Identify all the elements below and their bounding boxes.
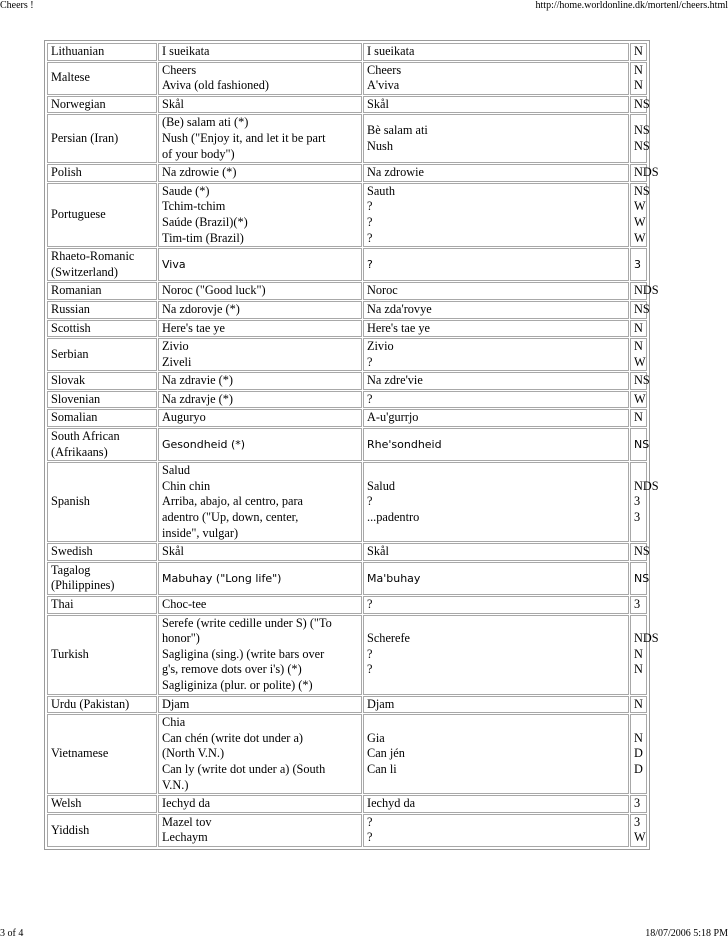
cell-line: (Switzerland) bbox=[51, 264, 118, 279]
code-cell bbox=[630, 320, 647, 338]
page-number: 3 of 4 bbox=[0, 928, 24, 939]
cell-line: Nush ("Enjoy it, and let it be part bbox=[162, 130, 326, 145]
toast-cell bbox=[158, 62, 362, 95]
cell-line: Tim-tim (Brazil) bbox=[162, 230, 244, 245]
table-row bbox=[47, 543, 647, 561]
cell-line: Skål bbox=[162, 544, 184, 559]
cell-line: Skål bbox=[367, 96, 389, 111]
pronunciation-cell bbox=[363, 338, 629, 371]
cell-line: Rhe'sondheid bbox=[367, 437, 442, 451]
cell-line: Ma'buhay bbox=[367, 571, 421, 585]
language-cell bbox=[47, 409, 157, 427]
cell-line: Mabuhay ("Long life") bbox=[162, 571, 282, 585]
cell-line: Iechyd da bbox=[367, 796, 416, 811]
cell-line: Viva bbox=[162, 257, 186, 271]
cell-line: Here's tae ye bbox=[367, 320, 430, 335]
cell-line: NS bbox=[634, 373, 650, 388]
table-row bbox=[47, 248, 647, 281]
toast-cell bbox=[158, 96, 362, 114]
pronunciation-cell bbox=[363, 282, 629, 300]
cell-line: honor") bbox=[162, 631, 200, 646]
cell-line: adentro ("Up, down, center, bbox=[162, 510, 299, 525]
cell-line: Na zdre'vie bbox=[367, 373, 423, 388]
toast-cell bbox=[158, 164, 362, 182]
cell-line: Na zdravje (*) bbox=[162, 391, 234, 406]
cell-line: Saúde (Brazil)(*) bbox=[162, 214, 248, 229]
code-cell bbox=[630, 338, 647, 371]
cell-line: 3 bbox=[634, 257, 641, 271]
cell-line: South African bbox=[51, 429, 120, 444]
toast-cell bbox=[158, 696, 362, 714]
cell-line: I sueikata bbox=[367, 44, 415, 58]
cell-line: NS bbox=[634, 96, 650, 111]
code-cell bbox=[630, 562, 650, 595]
pronunciation-cell bbox=[363, 248, 629, 281]
toasts-table-body bbox=[47, 43, 659, 847]
table-row bbox=[47, 696, 647, 714]
cell-line: Skål bbox=[162, 96, 184, 111]
code-cell bbox=[630, 96, 650, 114]
language-cell bbox=[47, 164, 157, 182]
code-cell bbox=[630, 615, 659, 695]
toast-cell bbox=[158, 814, 362, 847]
cell-line: (Be) salam ati (*) bbox=[162, 115, 249, 130]
cell-line: N bbox=[634, 662, 643, 677]
cell-line: Slovak bbox=[51, 373, 86, 388]
toast-cell bbox=[158, 372, 362, 390]
language-cell bbox=[47, 562, 157, 595]
language-cell bbox=[47, 391, 157, 409]
table-row bbox=[47, 409, 647, 427]
cell-line: Tchim-tchim bbox=[162, 199, 226, 214]
cell-line: 3 bbox=[634, 814, 641, 829]
toast-cell bbox=[158, 282, 362, 300]
cell-line: Norwegian bbox=[51, 96, 106, 111]
cell-line: NDS bbox=[634, 283, 659, 298]
language-cell bbox=[47, 183, 157, 247]
toast-cell bbox=[158, 615, 362, 695]
cell-line: NS bbox=[634, 123, 650, 138]
language-cell bbox=[47, 301, 157, 319]
table-row bbox=[47, 714, 647, 794]
pronunciation-cell bbox=[363, 795, 629, 813]
cell-line: (Afrikaans) bbox=[51, 444, 108, 459]
cell-line: W bbox=[634, 830, 646, 845]
pronunciation-cell bbox=[363, 543, 629, 561]
code-cell bbox=[630, 164, 659, 182]
cell-line: Bè salam ati bbox=[367, 123, 428, 138]
table-row bbox=[47, 428, 647, 461]
cell-line: ? bbox=[367, 230, 373, 245]
cell-line: Na zdrowie (*) bbox=[162, 165, 237, 180]
cell-line: Sauth bbox=[367, 183, 396, 198]
toast-cell bbox=[158, 462, 362, 542]
cell-line: Slovenian bbox=[51, 391, 101, 406]
code-cell bbox=[630, 282, 659, 300]
cell-line: Saude (*) bbox=[162, 183, 210, 198]
cell-line: ? bbox=[367, 391, 373, 406]
page-title: Cheers ! bbox=[0, 0, 34, 11]
cell-line: 3 bbox=[634, 510, 641, 525]
pronunciation-cell bbox=[363, 615, 629, 695]
table-row bbox=[47, 338, 647, 371]
language-cell bbox=[47, 714, 157, 794]
cell-line: 3 bbox=[634, 494, 641, 509]
cell-line: N bbox=[634, 62, 643, 77]
cell-line: Turkish bbox=[51, 646, 89, 661]
cell-line: Ziveli bbox=[162, 354, 192, 369]
cell-line: Scottish bbox=[51, 320, 91, 335]
cell-line: W bbox=[634, 199, 646, 214]
cell-line: V.N.) bbox=[162, 777, 189, 792]
cell-line: Noroc bbox=[367, 283, 398, 298]
page-footer bbox=[0, 928, 728, 942]
pronunciation-cell bbox=[363, 409, 629, 427]
language-cell bbox=[47, 43, 157, 61]
cell-line: ? bbox=[367, 199, 373, 214]
cell-line: Scherefe bbox=[367, 631, 411, 646]
pronunciation-cell bbox=[363, 596, 629, 614]
cell-line: Chin chin bbox=[162, 478, 211, 493]
pronunciation-cell bbox=[363, 696, 629, 714]
cell-line: Cheers bbox=[367, 62, 402, 77]
cell-line: Can li bbox=[367, 761, 397, 776]
cell-line: Welsh bbox=[51, 796, 82, 811]
cell-line: Can ly (write dot under a) (South bbox=[162, 761, 326, 776]
cell-line: I sueikata bbox=[162, 44, 210, 58]
code-cell bbox=[630, 301, 650, 319]
cell-line: Iechyd da bbox=[162, 796, 211, 811]
cell-line: Lithuanian bbox=[51, 44, 105, 58]
pronunciation-cell bbox=[363, 562, 629, 595]
print-datetime: 18/07/2006 5:18 PM bbox=[645, 928, 728, 939]
toasts-table bbox=[46, 42, 659, 848]
page-header bbox=[0, 0, 728, 14]
code-cell bbox=[630, 248, 647, 281]
pronunciation-cell bbox=[363, 320, 629, 338]
language-cell bbox=[47, 338, 157, 371]
toast-cell bbox=[158, 562, 362, 595]
table-row bbox=[47, 282, 647, 300]
cell-line: N bbox=[634, 44, 643, 58]
cell-line: W bbox=[634, 354, 646, 369]
code-cell bbox=[630, 462, 659, 542]
cell-line: N bbox=[634, 730, 643, 745]
cell-line: Sagliginiza (plur. or polite) (*) bbox=[162, 677, 313, 692]
cell-line: Tagalog bbox=[51, 562, 91, 577]
toast-cell bbox=[158, 183, 362, 247]
toast-cell bbox=[158, 428, 362, 461]
cell-line: Nush bbox=[367, 138, 393, 153]
language-cell bbox=[47, 372, 157, 390]
table-row bbox=[47, 183, 647, 247]
cell-line: Zivio bbox=[367, 339, 394, 354]
toast-cell bbox=[158, 320, 362, 338]
toasts-table-container bbox=[44, 40, 659, 850]
table-row bbox=[47, 96, 647, 114]
code-cell bbox=[630, 543, 650, 561]
cell-line: NS bbox=[634, 437, 650, 451]
cell-line: N bbox=[634, 410, 643, 425]
language-cell bbox=[47, 96, 157, 114]
toast-cell bbox=[158, 43, 362, 61]
toast-cell bbox=[158, 301, 362, 319]
toast-cell bbox=[158, 409, 362, 427]
cell-line: Djam bbox=[162, 696, 190, 711]
cell-line: Thai bbox=[51, 597, 74, 611]
cell-line: Na zdravie (*) bbox=[162, 373, 234, 388]
cell-line: of your body") bbox=[162, 146, 235, 161]
cell-line: Polish bbox=[51, 165, 82, 180]
cell-line: ? bbox=[367, 214, 373, 229]
cell-line: NDS bbox=[634, 165, 659, 180]
pronunciation-cell bbox=[363, 114, 629, 163]
cell-line: NDS bbox=[634, 631, 659, 646]
pronunciation-cell bbox=[363, 62, 629, 95]
cell-line: Urdu (Pakistan) bbox=[51, 696, 130, 711]
cell-line: Romanian bbox=[51, 283, 102, 298]
cell-line: Sagligina (sing.) (write bars over bbox=[162, 646, 325, 661]
cell-line: Salud bbox=[367, 478, 396, 493]
language-cell bbox=[47, 248, 157, 281]
cell-line: (North V.N.) bbox=[162, 746, 225, 761]
cell-line: Na zda'rovye bbox=[367, 301, 432, 316]
pronunciation-cell bbox=[363, 428, 629, 461]
toast-cell bbox=[158, 714, 362, 794]
cell-line: Can chén (write dot under a) bbox=[162, 730, 304, 745]
pronunciation-cell bbox=[363, 814, 629, 847]
cell-line: N bbox=[634, 78, 643, 93]
language-cell bbox=[47, 62, 157, 95]
language-cell bbox=[47, 814, 157, 847]
code-cell bbox=[630, 428, 650, 461]
toast-cell bbox=[158, 338, 362, 371]
cell-line: Choc-tee bbox=[162, 597, 207, 611]
cell-line: Portuguese bbox=[51, 207, 106, 222]
table-row bbox=[47, 164, 647, 182]
language-cell bbox=[47, 428, 157, 461]
cell-line: A-u'gurrjo bbox=[367, 410, 419, 425]
cell-line: (Philippines) bbox=[51, 578, 115, 593]
cell-line: NS bbox=[634, 138, 650, 153]
cell-line: Cheers bbox=[162, 62, 197, 77]
cell-line: ...padentro bbox=[367, 510, 420, 525]
cell-line: Spanish bbox=[51, 494, 90, 509]
cell-line: D bbox=[634, 761, 643, 776]
table-row bbox=[47, 596, 647, 614]
cell-line: Yiddish bbox=[51, 822, 90, 837]
toast-cell bbox=[158, 248, 362, 281]
language-cell bbox=[47, 696, 157, 714]
cell-line: Vietnamese bbox=[51, 746, 109, 761]
table-row bbox=[47, 301, 647, 319]
code-cell bbox=[630, 696, 647, 714]
cell-line: Swedish bbox=[51, 544, 93, 559]
table-row bbox=[47, 615, 647, 695]
cell-line: Auguryo bbox=[162, 410, 206, 425]
cell-line: NS bbox=[634, 301, 650, 316]
pronunciation-cell bbox=[363, 714, 629, 794]
toast-cell bbox=[158, 795, 362, 813]
cell-line: Persian (Iran) bbox=[51, 130, 119, 145]
cell-line: Zivio bbox=[162, 339, 189, 354]
cell-line: NS bbox=[634, 544, 650, 559]
cell-line: ? bbox=[367, 662, 373, 677]
cell-line: D bbox=[634, 746, 643, 761]
cell-line: Mazel tov bbox=[162, 814, 212, 829]
cell-line: Lechaym bbox=[162, 830, 208, 845]
code-cell bbox=[630, 714, 647, 794]
cell-line: ? bbox=[367, 814, 373, 829]
cell-line: A'viva bbox=[367, 78, 400, 93]
cell-line: N bbox=[634, 646, 643, 661]
pronunciation-cell bbox=[363, 43, 629, 61]
table-row bbox=[47, 372, 647, 390]
cell-line: Na zdorovje (*) bbox=[162, 301, 240, 316]
code-cell bbox=[630, 114, 650, 163]
cell-line: NS bbox=[634, 571, 650, 585]
language-cell bbox=[47, 596, 157, 614]
code-cell bbox=[630, 183, 650, 247]
table-row bbox=[47, 814, 647, 847]
cell-line: N bbox=[634, 339, 643, 354]
cell-line: inside", vulgar) bbox=[162, 525, 239, 540]
toast-cell bbox=[158, 543, 362, 561]
table-row bbox=[47, 391, 647, 409]
cell-line: Somalian bbox=[51, 410, 98, 425]
language-cell bbox=[47, 795, 157, 813]
cell-line: Salud bbox=[162, 463, 191, 478]
cell-line: N bbox=[634, 696, 643, 711]
pronunciation-cell bbox=[363, 96, 629, 114]
toast-cell bbox=[158, 391, 362, 409]
toast-cell bbox=[158, 114, 362, 163]
pronunciation-cell bbox=[363, 391, 629, 409]
language-cell bbox=[47, 615, 157, 695]
cell-line: Arriba, abajo, al centro, para bbox=[162, 494, 303, 509]
cell-line: Gia bbox=[367, 730, 385, 745]
pronunciation-cell bbox=[363, 183, 629, 247]
cell-line: NS bbox=[634, 183, 650, 198]
table-row bbox=[47, 320, 647, 338]
cell-line: g's, remove dots over i's) (*) bbox=[162, 662, 302, 677]
code-cell bbox=[630, 372, 650, 390]
page-url: http://home.worldonline.dk/mortenl/cheers.html bbox=[535, 0, 728, 11]
cell-line: ? bbox=[367, 257, 373, 271]
cell-line: 3 bbox=[634, 597, 641, 611]
cell-line: Serbian bbox=[51, 346, 89, 361]
pronunciation-cell bbox=[363, 462, 629, 542]
cell-line: ? bbox=[367, 830, 373, 845]
cell-line: ? bbox=[367, 597, 373, 611]
language-cell bbox=[47, 114, 157, 163]
cell-line: Aviva (old fashioned) bbox=[162, 78, 269, 93]
cell-line: Can jén bbox=[367, 746, 405, 761]
code-cell bbox=[630, 391, 647, 409]
cell-line: Djam bbox=[367, 696, 395, 711]
table-row bbox=[47, 462, 647, 542]
code-cell bbox=[630, 814, 647, 847]
cell-line: Rhaeto-Romanic bbox=[51, 249, 135, 264]
cell-line: Chia bbox=[162, 715, 186, 730]
cell-line: ? bbox=[367, 494, 373, 509]
code-cell bbox=[630, 43, 647, 61]
code-cell bbox=[630, 596, 647, 614]
cell-line: Na zdrowie bbox=[367, 165, 425, 180]
pronunciation-cell bbox=[363, 301, 629, 319]
pronunciation-cell bbox=[363, 164, 629, 182]
cell-line: 3 bbox=[634, 796, 641, 811]
table-row bbox=[47, 43, 647, 61]
table-row bbox=[47, 795, 647, 813]
cell-line: Maltese bbox=[51, 70, 90, 85]
cell-line: Skål bbox=[367, 544, 389, 559]
cell-line: W bbox=[634, 230, 646, 245]
language-cell bbox=[47, 543, 157, 561]
code-cell bbox=[630, 795, 647, 813]
language-cell bbox=[47, 462, 157, 542]
cell-line: W bbox=[634, 391, 646, 406]
cell-line: ? bbox=[367, 646, 373, 661]
cell-line: Gesondheid (*) bbox=[162, 437, 246, 451]
code-cell bbox=[630, 409, 647, 427]
cell-line: NDS bbox=[634, 478, 659, 493]
cell-line: ? bbox=[367, 354, 373, 369]
pronunciation-cell bbox=[363, 372, 629, 390]
language-cell bbox=[47, 282, 157, 300]
cell-line: Noroc ("Good luck") bbox=[162, 283, 266, 298]
table-row bbox=[47, 62, 647, 95]
cell-line: N bbox=[634, 320, 643, 335]
toast-cell bbox=[158, 596, 362, 614]
code-cell bbox=[630, 62, 647, 95]
cell-line: Russian bbox=[51, 301, 90, 316]
table-row bbox=[47, 114, 647, 163]
cell-line: Here's tae ye bbox=[162, 320, 225, 335]
table-row bbox=[47, 562, 647, 595]
cell-line: Serefe (write cedille under S) ("To bbox=[162, 615, 332, 630]
cell-line: W bbox=[634, 214, 646, 229]
language-cell bbox=[47, 320, 157, 338]
